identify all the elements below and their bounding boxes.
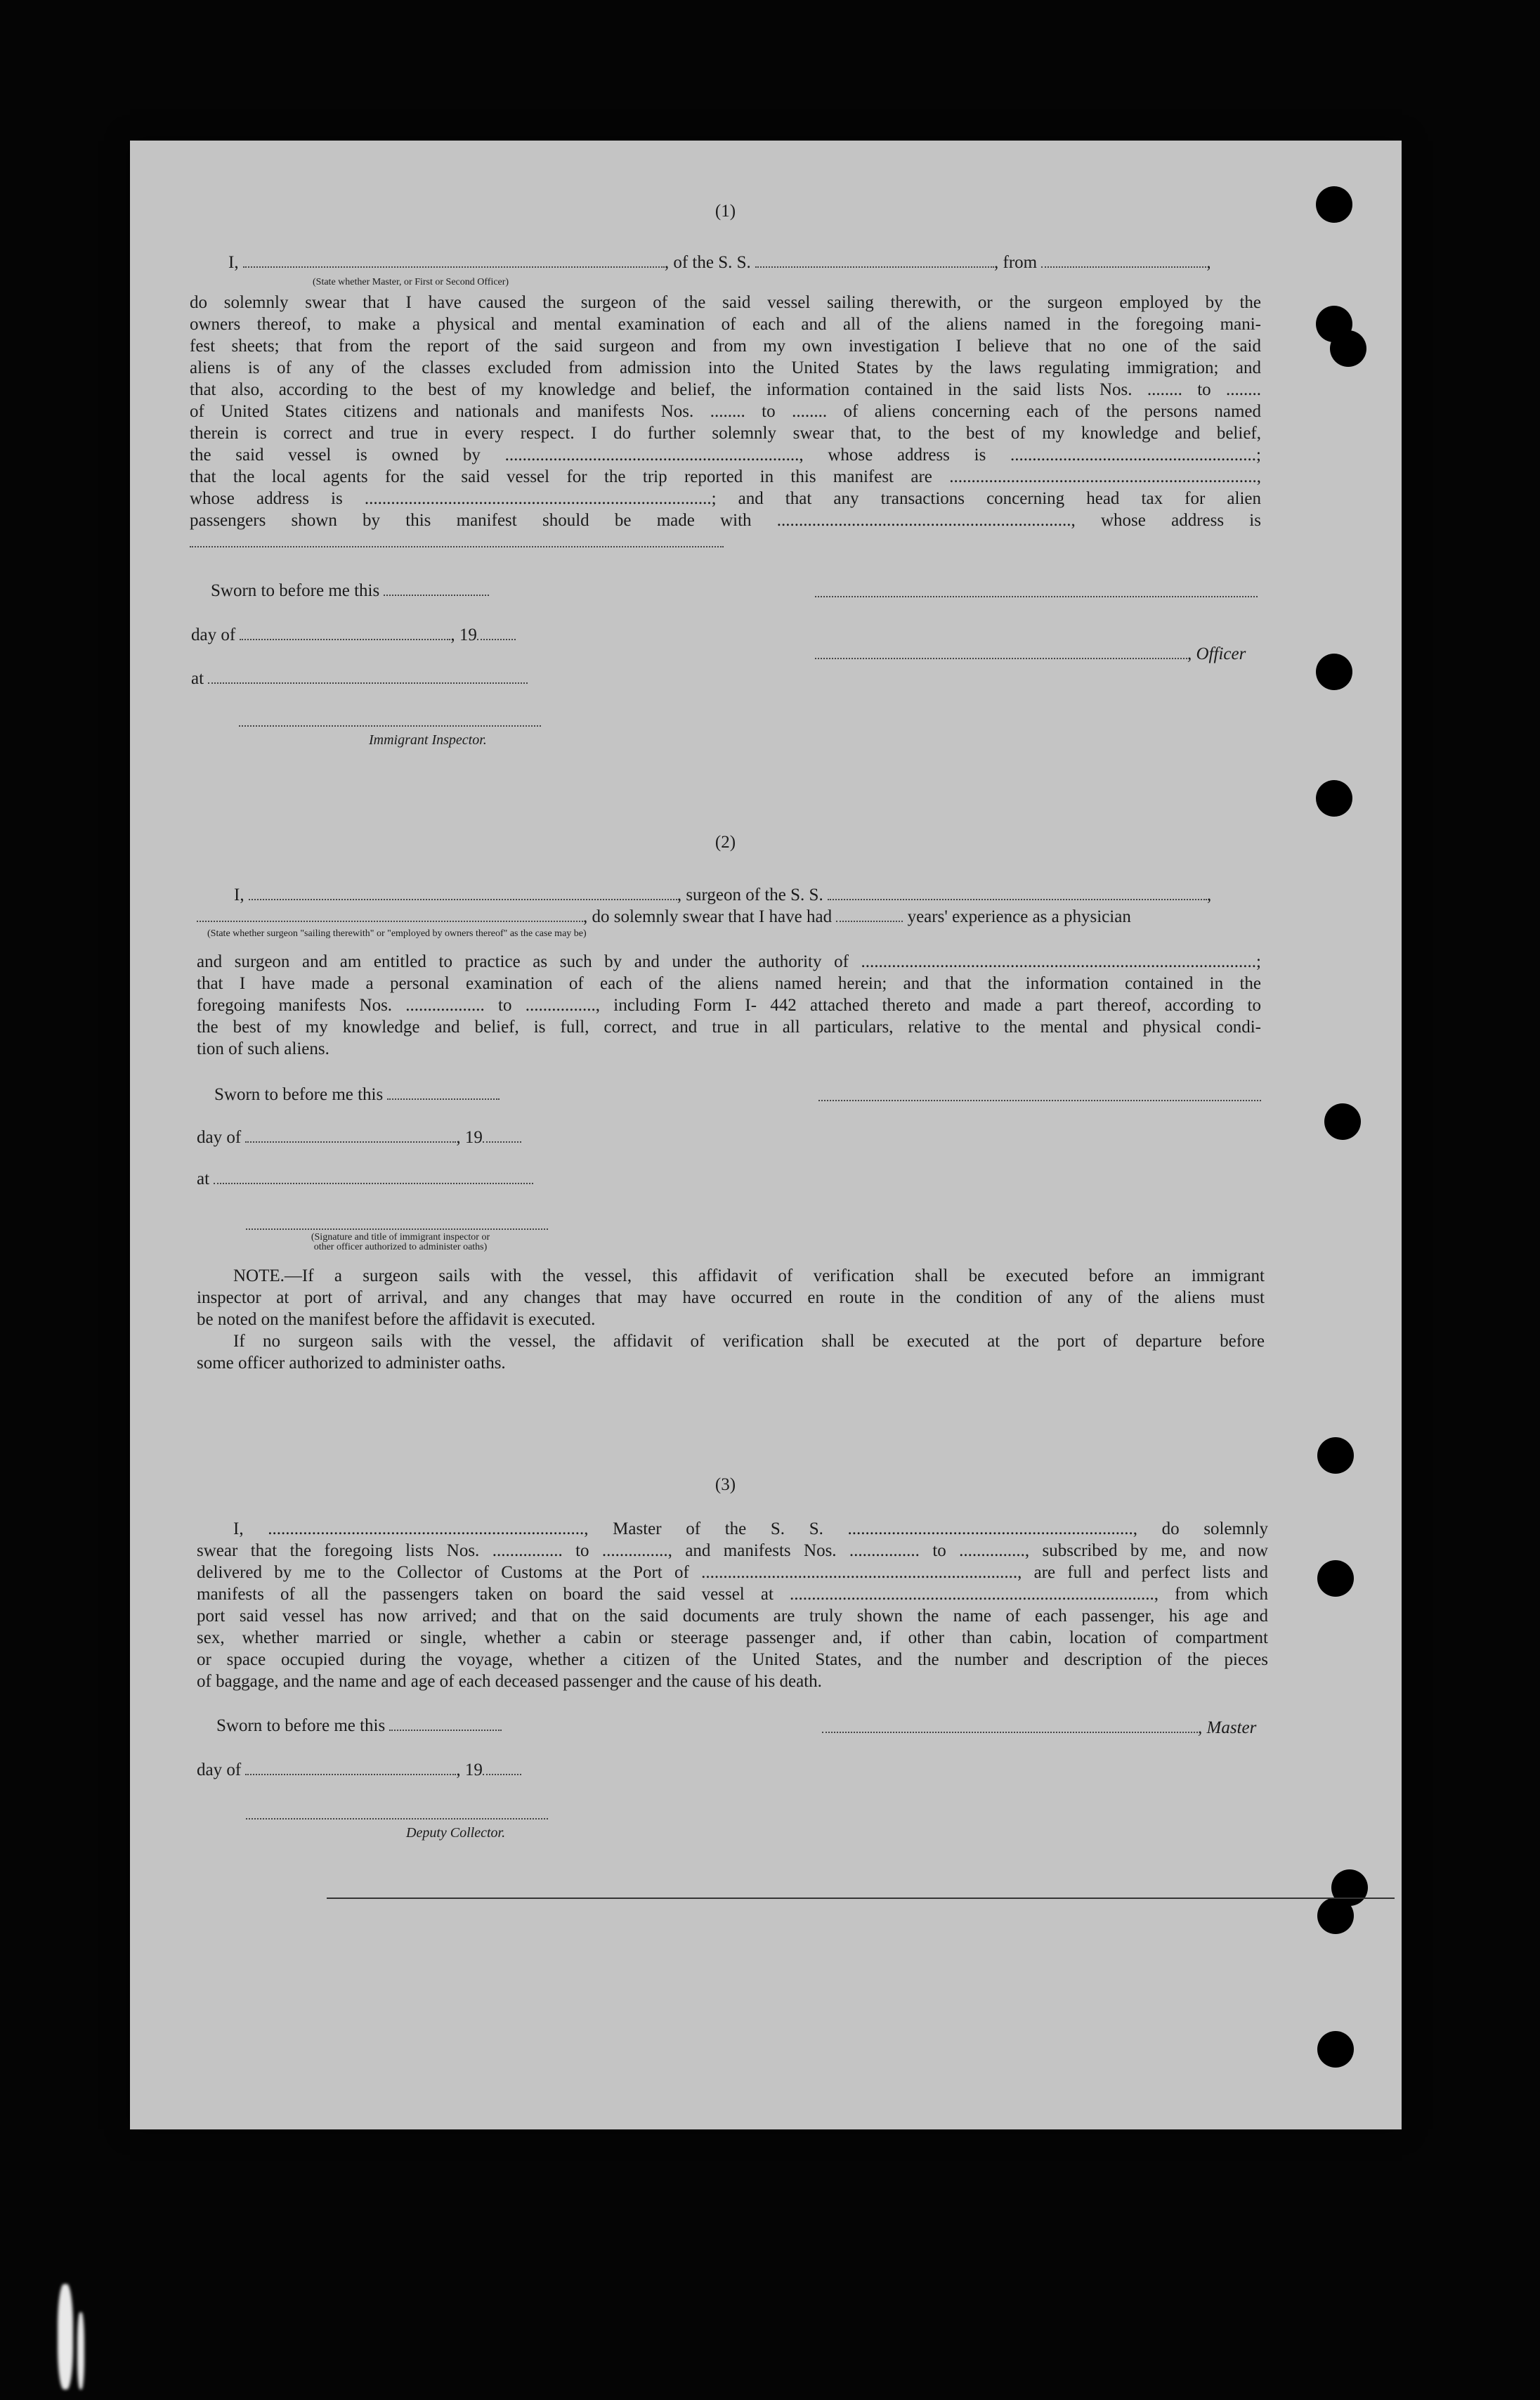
para-line: passengers shown by this manifest should be made with ..................................................................., whose address is (190, 511, 1261, 530)
text-day-of: day of (197, 1128, 242, 1147)
para-line: of United States citizens and nationals and manifests Nos. ........ to ........ of aliens concerning each of the persons named (190, 402, 1261, 421)
para-line: or space occupied during the voyage, whether a citizen of the United States, and the number and description of the pieces (197, 1650, 1268, 1669)
para-line: therein is correct and true in every respect. I do further solemnly swear that, to the best of my knowledge and belief, (190, 424, 1261, 443)
section-2-surgeon-line (234, 884, 1211, 906)
text-i: I, (234, 886, 244, 904)
caption-signature-2: other officer authorized to administer oaths) (313, 1242, 488, 1252)
para-line: the best of my knowledge and belief, is full, correct, and true in all particulars, relative to the mental and physical condi- (197, 1018, 1261, 1037)
at-line-1 (191, 668, 528, 689)
text-sworn: Sworn to before me this (214, 1085, 384, 1104)
deputy-collector-caption: Deputy Collector. (406, 1825, 506, 1841)
para-line: tion of such aliens. (197, 1039, 329, 1058)
signature-line (818, 1100, 1261, 1101)
para-line: aliens is of any of the classes excluded from admission into the United States by the laws regulating immigration; and (190, 358, 1261, 377)
para-line: the said vessel is owned by ..................................................................., whose address is ........................................................; (190, 446, 1261, 465)
text-sworn: Sworn to before me this (216, 1716, 386, 1735)
punch-hole (1324, 1103, 1361, 1140)
para-line: sex, whether married or single, whether a cabin or steerage passenger and, if other than cabin, location of compartment (197, 1628, 1268, 1647)
para-line: that the local agents for the said vessel for the trip reported in this manifest are ......................................................................, (190, 467, 1261, 486)
text-day-of: day of (197, 1760, 242, 1779)
day-line-3 (197, 1759, 521, 1781)
inspector-signature-line (246, 1228, 548, 1230)
text-master: , Master (1198, 1718, 1257, 1737)
day-line-1 (191, 624, 516, 646)
caption-master-officer: (State whether Master, or First or Second Officer) (313, 277, 509, 287)
note-line: inspector at port of arrival, and any changes that may have occurred en route in the condition of any of the aliens must (197, 1288, 1265, 1307)
text-day-of: day of (191, 625, 236, 644)
section-2-paragraph (197, 951, 1261, 1060)
bottom-rule (327, 1898, 1395, 1899)
para-line: whose address is ...............................................................................; and that any transactions concerning head tax for alien (190, 489, 1261, 508)
film-artifact (77, 2312, 84, 2389)
punch-hole (1317, 1898, 1354, 1934)
inspector-signature-line (239, 725, 541, 727)
para-line: fest sheets; that from the report of the said surgeon and from my own investigation I believe that no one of the said (190, 337, 1261, 356)
text-sworn: Sworn to before me this (211, 581, 380, 600)
para-line: delivered by me to the Collector of Customs at the Port of ........................................................................, are full and perfect lists and (197, 1563, 1268, 1582)
text-from: , from (994, 253, 1038, 272)
note-line: If no surgeon sails with the vessel, the affidavit of verification shall be executed at the port of departure before (233, 1332, 1265, 1351)
section-2-number: (2) (714, 833, 736, 852)
text-year: , 19 (456, 1128, 483, 1147)
punch-hole (1316, 654, 1352, 690)
section-1-master-line (228, 252, 1211, 273)
text-i: I, (228, 253, 239, 272)
para-line: that also, according to the best of my knowledge and belief, the information contained in the said lists Nos. ........ to ........ (190, 380, 1261, 399)
text-comma: , (1206, 253, 1211, 272)
text-year: , 19 (450, 625, 477, 644)
para-line: and surgeon and am entitled to practice as such by and under the authority of ..........................................................................................; (197, 952, 1261, 971)
section-3-number: (3) (714, 1475, 736, 1494)
caption-signature-1: (Signature and title of immigrant inspector or (311, 1232, 490, 1243)
text-year: , 19 (456, 1760, 483, 1779)
sworn-line-3 (216, 1715, 502, 1737)
text-years: years' experience as a physician (907, 907, 1131, 926)
punch-hole (1317, 1560, 1354, 1597)
note-paragraph (197, 1265, 1265, 1374)
punch-hole (1316, 780, 1352, 817)
para-line: foregoing manifests Nos. .................. to ................, including Form I- 442 attached thereto and made a part thereof, according to (197, 996, 1261, 1015)
sworn-line-2 (214, 1084, 500, 1105)
section-3-paragraph (197, 1518, 1268, 1692)
collector-signature-line (246, 1818, 548, 1820)
officer-line (815, 643, 1246, 665)
punch-hole (1317, 1437, 1354, 1474)
caption-surgeon: (State whether surgeon "sailing therewith" or "employed by owners thereof" as the case may be) (207, 928, 587, 939)
para-line: owners thereof, to make a physical and mental examination of each and all of the aliens named in the foregoing mani- (190, 315, 1261, 334)
day-line-2 (197, 1127, 521, 1148)
punch-hole (1330, 330, 1366, 367)
para-line: do solemnly swear that I have caused the surgeon of the said vessel sailing therewith, or the surgeon employed by the (190, 293, 1261, 312)
text-of-ss: , of the S. S. (664, 253, 751, 272)
punch-hole (1316, 186, 1352, 223)
note-line: be noted on the manifest before the affidavit is executed. (197, 1310, 596, 1329)
text-swear: , do solemnly swear that I have had (583, 907, 833, 926)
immigrant-inspector-caption: Immigrant Inspector. (369, 732, 487, 748)
para-line: port said vessel has now arrived; and that on the said documents are truly shown the name of each passenger, his age and (197, 1607, 1268, 1626)
text-comma: , (1206, 886, 1212, 904)
note-line: some officer authorized to administer oaths. (197, 1354, 506, 1373)
para-line: that I have made a personal examination of each of the aliens named herein; and that the information contained in the (197, 974, 1261, 993)
para-line: of baggage, and the name and age of each deceased passenger and the cause of his death. (197, 1672, 822, 1691)
section-1-paragraph (190, 292, 1261, 553)
note-line: NOTE.—If a surgeon sails with the vessel, this affidavit of verification shall be executed before an immigrant (233, 1266, 1265, 1285)
master-line (822, 1717, 1256, 1739)
para-line: manifests of all the passengers taken on board the said vessel at ..................................................................................., from which (197, 1585, 1268, 1604)
section-1-number: (1) (714, 202, 736, 221)
text-at: at (197, 1169, 210, 1188)
signature-line (815, 596, 1258, 597)
punch-hole (1317, 2031, 1354, 2068)
text-surgeon-of: , surgeon of the S. S. (677, 886, 823, 904)
para-line: swear that the foregoing lists Nos. ................ to ..............., and manifests Nos. ................ to ..............., subscribed by me, and now (197, 1541, 1268, 1560)
para-line: I, ........................................................................, Master of the S. S. ................................................................., do solemnly (233, 1519, 1268, 1538)
text-officer: , Officer (1187, 644, 1246, 663)
text-at: at (191, 669, 204, 688)
sworn-line-1 (211, 580, 489, 602)
at-line-2 (197, 1168, 533, 1190)
caption-signature (253, 1233, 548, 1252)
section-2-years-line (197, 906, 1131, 928)
film-artifact (58, 2284, 73, 2389)
